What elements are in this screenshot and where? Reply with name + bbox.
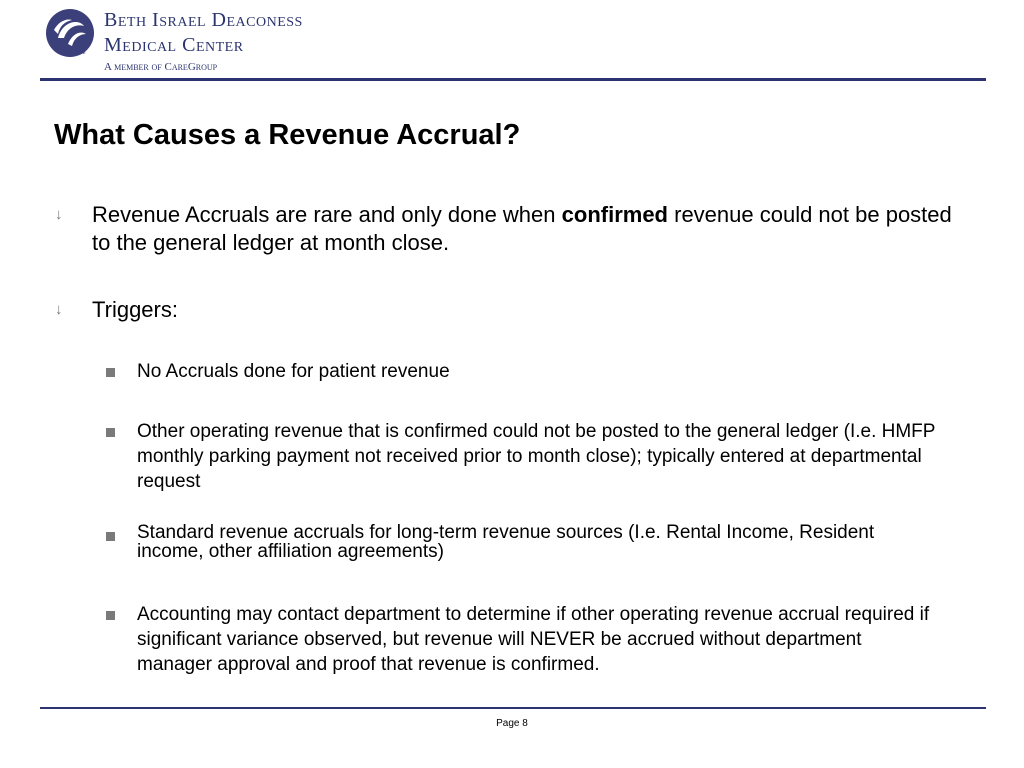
org-name-line2: Medical Center — [104, 34, 244, 56]
bullet-bold-text: confirmed — [561, 202, 668, 227]
bullet-text: Revenue Accruals are rare and only done when — [92, 202, 562, 227]
slide-title: What Causes a Revenue Accrual? — [54, 119, 521, 151]
bullet-revenue-accruals — [92, 201, 972, 257]
bidmc-logo-icon — [44, 8, 96, 58]
org-member-line: A member of CareGroup — [104, 61, 218, 73]
page-number: Page 8 — [496, 718, 528, 729]
sub-bullet: No Accruals done for patient revenue — [137, 361, 450, 382]
header — [0, 0, 1024, 82]
square-bullet-icon — [106, 532, 115, 541]
sub-bullet: Standard revenue accruals for long-term revenue sources (I.e. Rental Income, Resident income, other affiliation agreements) — [137, 522, 875, 562]
service-mark: SM — [78, 50, 86, 56]
bullet-triggers: Triggers: — [92, 297, 178, 322]
header-divider — [40, 78, 986, 81]
footer-divider — [40, 707, 986, 709]
down-arrow-icon: ↓ — [55, 206, 63, 223]
square-bullet-icon — [106, 368, 115, 377]
org-name-line1: Beth Israel Deaconess — [104, 9, 303, 31]
sub-bullet: Accounting may contact department to determine if other operating revenue accrual required if significant variance observed, but revenue will NEVER be accrued without department manager approval and proof that revenue is confirmed. — [137, 604, 930, 675]
down-arrow-icon: ↓ — [55, 301, 63, 318]
bullet-text: revenue could not be posted to the general ledger at month close. — [92, 202, 952, 255]
sub-bullet: Other operating revenue that is confirmed could not be posted to the general ledger (I.e. HMFP monthly parking payment not received prior to month close); typically entered at departmental request — [137, 421, 936, 492]
square-bullet-icon — [106, 428, 115, 437]
square-bullet-icon — [106, 611, 115, 620]
